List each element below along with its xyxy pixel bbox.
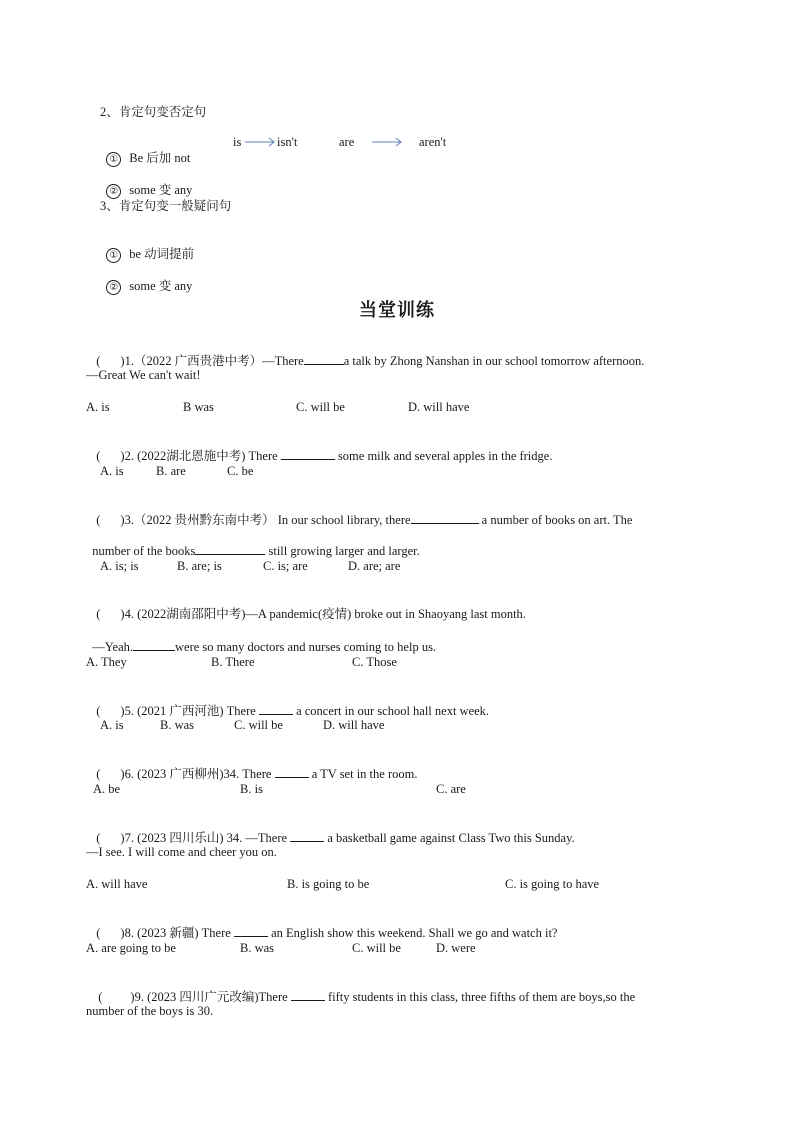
circled-number: ② [106,184,121,199]
option-c: C. is going to have [505,877,600,891]
arrow-right-icon [244,137,276,147]
grammar-heading-3: 3、肯定句变一般疑问句 [100,199,232,213]
option-b: B was [183,400,214,414]
question-stem: )5. (2021 广西河池) There [120,704,256,718]
section-title: 当堂训练 [359,300,435,321]
word-isnt: isn't [277,135,298,149]
option-a: A. be [93,782,121,796]
question-stem: )4. (2022湖南邵阳中考)—A pandemic(疫情) broke out in Shaoyang last month. [120,607,526,621]
option-b: B. was [240,941,275,955]
rule-row-3 [100,230,194,263]
question-7-line2: —I see. I will come and cheer you on. [86,845,277,859]
question-6 [90,749,417,782]
option-d: D. were [436,941,476,955]
question-stem: )8. (2023 新疆) There [120,926,231,940]
option-c: C. are [436,782,466,796]
answer-paren-open: ( [96,354,101,368]
question-1-line2: —Great We can't wait! [86,368,201,382]
option-b: B. was [160,718,195,732]
question-stem-rest: an English show this weekend. Shall we go and watch it? [271,926,558,940]
option-c: C. will be [234,718,283,732]
question-3 [90,495,632,528]
question-2 [90,431,552,464]
fill-blank[interactable] [291,988,325,1001]
fill-blank[interactable] [411,511,479,524]
option-b: B. are [156,464,186,478]
question-stem-rest: still growing larger and larger. [268,544,420,558]
question-9 [92,972,635,1005]
fill-blank[interactable] [195,542,265,555]
option-c: C. will be [296,400,345,414]
question-stem-rest: a basketball game against Class Two this Sunday. [327,831,575,845]
question-4-line2 [86,622,436,655]
question-5 [90,686,489,719]
question-stem-rest: a concert in our school hall next week. [296,704,490,718]
rule-row-2 [100,166,192,199]
option-d: D. will have [323,718,385,732]
option-a: A. They [86,655,127,669]
answer-paren-open: ( [96,607,101,621]
question-stem: —Yeah. [92,640,133,654]
option-a: A. are going to be [86,941,176,955]
fill-blank[interactable] [290,829,324,842]
option-c: C. is; are [263,559,308,573]
option-a: A. is [86,400,110,414]
question-stem-rest: some milk and several apples in the fridge. [337,449,553,463]
answer-paren-open: ( [96,513,101,527]
answer-paren-open: ( [96,704,101,718]
question-8 [90,908,557,941]
answer-paren-open: ( [96,767,101,781]
option-d: D. are; are [348,559,401,573]
question-7 [90,813,575,846]
question-stem: )6. (2023 广西柳州)34. There [120,767,272,781]
option-a: A. is [100,718,124,732]
option-a: A. is [100,464,124,478]
question-stem-rest: were so many doctors and nurses coming to help us. [175,640,437,654]
option-a: A. is; is [100,559,139,573]
word-arent: aren't [419,135,447,149]
question-stem-rest: a TV set in the room. [311,767,418,781]
rule-row-1 [100,134,190,167]
word-is: is [233,135,242,149]
word-are: are [339,135,355,149]
fill-blank[interactable] [234,924,268,937]
question-1 [90,336,644,369]
question-9-line2: number of the boys is 30. [86,1004,214,1018]
question-stem: )2. (2022湖北恩施中考) There [120,449,278,463]
option-b: B. is [240,782,263,796]
question-stem-rest: a talk by Zhong Nanshan in our school tomorrow afternoon. [343,354,645,368]
rule-text: some 变 any [129,183,193,197]
question-stem-rest: a number of books on art. The [481,513,633,527]
answer-paren-open: ( [96,831,101,845]
answer-paren-open: ( [96,926,101,940]
option-a: A. will have [86,877,148,891]
arrow-right-icon [371,137,403,147]
circled-number: ② [106,280,121,295]
fill-blank[interactable] [304,352,344,365]
question-stem: number of the books [92,544,196,558]
question-4 [90,590,526,622]
option-c: C. will be [352,941,401,955]
question-stem: )7. (2023 四川乐山) 34. —There [120,831,288,845]
option-b: B. are; is [177,559,222,573]
grammar-heading-2: 2、肯定句变否定句 [100,105,207,119]
answer-paren-open: ( [96,449,101,463]
rule-text: be 动词提前 [129,247,195,261]
circled-number: ① [106,152,121,167]
option-b: B. is going to be [287,877,370,891]
rule-row-4 [100,262,192,295]
option-b: B. There [211,655,255,669]
option-d: D. will have [408,400,470,414]
answer-paren-open: ( [98,990,103,1004]
fill-blank[interactable] [275,765,309,778]
question-stem: )1.（2022 广西贵港中考）—There [120,354,304,368]
question-3-line2 [86,526,420,559]
option-c: C. Those [352,655,397,669]
fill-blank[interactable] [281,447,335,460]
circled-number: ① [106,248,121,263]
question-stem-rest: fifty students in this class, three fifths of them are boys,so the [327,990,636,1004]
question-stem: )3.（2022 贵州黔东南中考） In our school library, there [120,513,411,527]
question-stem: )9. (2023 四川广元改编)There [130,990,288,1004]
rule-text: Be 后加 not [129,151,191,165]
rule-text: some 变 any [129,279,193,293]
fill-blank[interactable] [259,702,293,715]
option-c: C. be [227,464,254,478]
fill-blank[interactable] [133,638,175,651]
